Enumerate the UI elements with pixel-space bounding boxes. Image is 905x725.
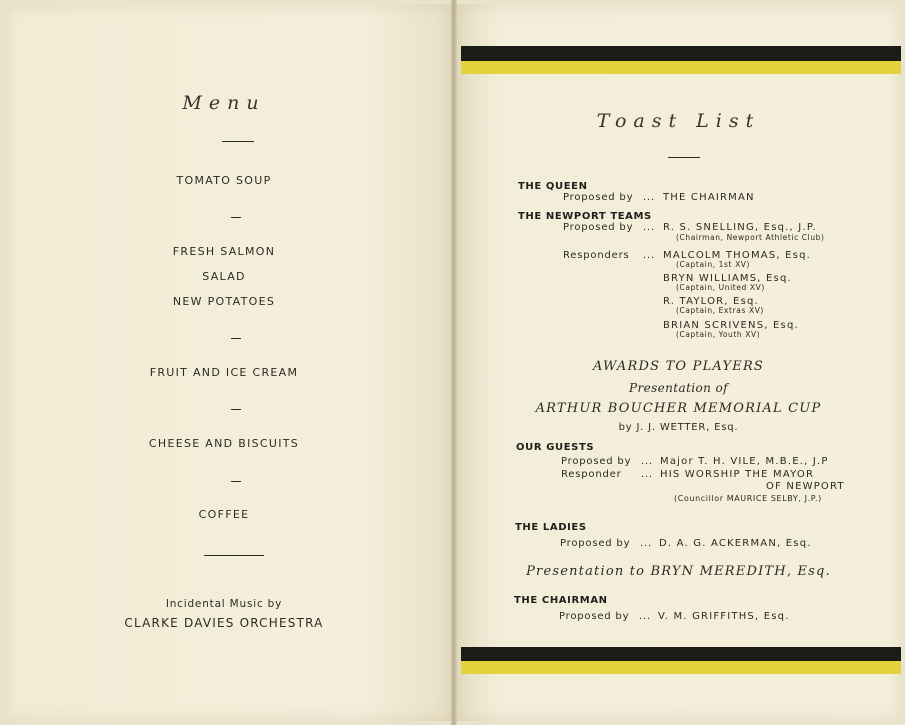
responder-name: R. TAYLOR, Esq. [663,296,759,307]
dots: ... [643,222,655,233]
music-label: Incidental Music by [165,598,283,610]
bottom-band-yellow [461,661,901,674]
meredith-presentation: Presentation to BRYN MEREDITH, Esq. [526,564,831,579]
responder-note: (Captain, Youth XV) [676,330,761,339]
toast-title-rule [668,157,700,158]
menu-end-rule [204,555,264,556]
dots: ... [639,611,651,622]
proposer-name: Major T. H. VILE, M.B.E., J.P [660,456,829,467]
proposer-note: (Chairman, Newport Athletic Club) [676,233,825,242]
proposer-label: Proposed by [563,192,634,203]
proposer-label: Proposed by [560,538,631,549]
menu-item-coffee: COFFEE [198,508,250,521]
responders-label: Responders [563,250,630,261]
menu-item-fruit-ice-cream: FRUIT AND ICE CREAM [149,366,299,379]
bottom-band-black [461,647,901,661]
dots: ... [643,250,655,261]
responder-note: (Councillor MAURICE SELBY, J.P.) [674,494,822,503]
responder-label: Responder [561,469,622,480]
proposer-label: Proposed by [559,611,630,622]
dots: ... [641,469,653,480]
awards-heading: AWARDS TO PLAYERS [592,359,765,374]
responder-note: (Captain, United XV) [676,283,765,292]
section-heading: THE LADIES [515,522,587,533]
proposer-name: R. S. SNELLING, Esq., J.P. [663,222,817,233]
menu-divider [231,409,241,410]
menu-title-rule [222,141,254,142]
menu-divider [231,217,241,218]
section-heading: THE CHAIRMAN [514,595,608,606]
toast-title: Toast List [596,110,761,132]
section-heading: THE NEWPORT TEAMS [518,211,652,222]
dots: ... [641,456,653,467]
orchestra-name: CLARKE DAVIES ORCHESTRA [124,616,324,630]
proposer-name: D. A. G. ACKERMAN, Esq. [659,538,812,549]
responder-name: BRYN WILLIAMS, Esq. [663,273,792,284]
menu-divider [231,338,241,339]
menu-divider [231,481,241,482]
menu-title: Menu [182,92,266,114]
section-heading: THE QUEEN [518,181,588,192]
responder-note: (Captain, 1st XV) [676,260,751,269]
menu-item-fresh-salmon: FRESH SALMON [172,245,276,258]
top-band-yellow [461,61,901,74]
section-heading: OUR GUESTS [516,442,595,453]
menu-item-tomato-soup: TOMATO SOUP [176,174,272,187]
responder-name: BRIAN SCRIVENS, Esq. [663,320,799,331]
menu-item-salad: SALAD [202,270,246,283]
menu-item-cheese-biscuits: CHEESE AND BISCUITS [148,437,300,450]
proposer-label: Proposed by [563,222,634,233]
awards-presenter: by J. J. WETTER, Esq. [618,422,739,433]
dots: ... [640,538,652,549]
proposer-label: Proposed by [561,456,632,467]
responder-name-line2: OF NEWPORT [766,481,845,492]
dots: ... [643,192,655,203]
proposer-name: THE CHAIRMAN [663,192,755,203]
responder-name: HIS WORSHIP THE MAYOR [660,469,815,480]
proposer-name: V. M. GRIFFITHS, Esq. [658,611,790,622]
responder-name: MALCOLM THOMAS, Esq. [663,250,811,261]
menu-item-new-potatoes: NEW POTATOES [172,295,276,308]
responder-note: (Captain, Extras XV) [676,306,764,315]
awards-cup: ARTHUR BOUCHER MEMORIAL CUP [535,401,822,416]
awards-presentation: Presentation of [629,381,728,395]
top-band-black [461,46,901,61]
